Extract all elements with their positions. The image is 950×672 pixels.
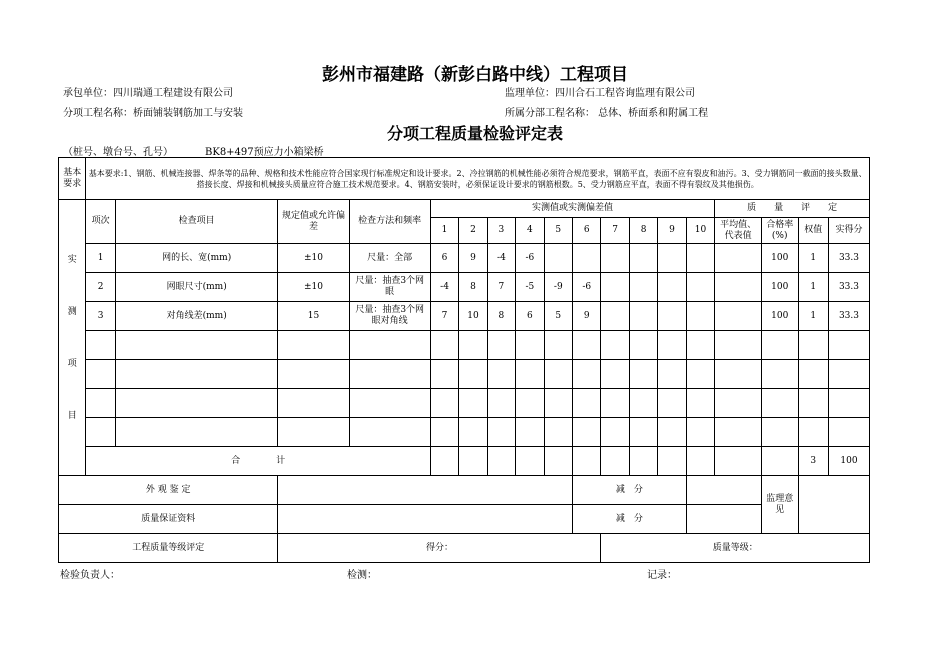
grade-value-label: 质量等级： bbox=[601, 534, 870, 563]
tolerance-header: 规定值或允许偏差 bbox=[278, 200, 349, 244]
division-label: 所属分部工程名称： 总体、桥面系和附属工程 bbox=[505, 108, 709, 119]
measured-header: 实测值或实测偏差值 bbox=[430, 200, 714, 218]
row-val: 9 bbox=[573, 302, 601, 331]
row-val bbox=[658, 302, 686, 331]
row-item: 网的长、宽(mm) bbox=[115, 244, 278, 273]
col-header: 7 bbox=[601, 218, 629, 244]
row-val: -6 bbox=[573, 273, 601, 302]
check-item-header: 检查项目 bbox=[115, 200, 278, 244]
row-no: 1 bbox=[86, 244, 115, 273]
basic-req-text: 基本要求:1、钢筋、机械连接器、焊条等的品种、规格和技术性能应符合国家现行标准规定和设计要求。2、冷拉钢筋的机械性能必须符合规范要求，钢筋平直，表面不应有裂皮和油污。3、受力钢筋同一截面的接头数量、搭接长度、焊接和机械接头质量应符合施工技术规范要求。4、钢筋安装时，必须保证设计要求的钢筋根数。5、受力钢筋应平直，表面不得有裂纹及其他损伤。 bbox=[86, 158, 870, 200]
row-method: 尺量：抽查3个网眼对角线 bbox=[349, 302, 430, 331]
row-no: 2 bbox=[86, 273, 115, 302]
row-val bbox=[629, 302, 657, 331]
supervisor-opinion-label: 监理意见 bbox=[761, 476, 798, 534]
project-title: 彭州市福建路（新彭白路中线）工程项目 bbox=[322, 65, 628, 85]
side-char: 测 bbox=[67, 306, 77, 317]
row-val bbox=[601, 302, 629, 331]
appearance-label: 外 观 鉴 定 bbox=[59, 476, 278, 505]
score-header: 实得分 bbox=[828, 218, 869, 244]
row-val: 6 bbox=[516, 302, 544, 331]
row-score: 33.3 bbox=[828, 273, 869, 302]
pile-value: BK8+497预应力小箱梁桥 bbox=[205, 147, 324, 158]
row-val: -4 bbox=[487, 244, 515, 273]
grade-label: 工程质量等级评定 bbox=[59, 534, 278, 563]
row-val: -5 bbox=[516, 273, 544, 302]
weight-header: 权值 bbox=[798, 218, 828, 244]
deduct-label: 减 分 bbox=[573, 476, 687, 505]
row-rate: 100 bbox=[761, 302, 798, 331]
avg-header: 平均值、代表值 bbox=[715, 218, 762, 244]
row-val bbox=[544, 244, 572, 273]
row-weight: 1 bbox=[798, 244, 828, 273]
col-header: 1 bbox=[430, 218, 458, 244]
quality-doc-value bbox=[278, 505, 573, 534]
row-val bbox=[573, 244, 601, 273]
row-val: 8 bbox=[487, 302, 515, 331]
row-val: -4 bbox=[430, 273, 458, 302]
row-val: 5 bbox=[544, 302, 572, 331]
side-char: 项 bbox=[67, 358, 77, 369]
row-weight: 1 bbox=[798, 302, 828, 331]
row-tolerance: ±10 bbox=[278, 273, 349, 302]
method-header: 检查方法和频率 bbox=[349, 200, 430, 244]
row-val bbox=[658, 273, 686, 302]
footer-inspector: 检验负责人： bbox=[60, 570, 120, 581]
row-val: 9 bbox=[459, 244, 487, 273]
row-val bbox=[601, 244, 629, 273]
row-val: -6 bbox=[516, 244, 544, 273]
row-no: 3 bbox=[86, 302, 115, 331]
empty-row bbox=[59, 389, 870, 418]
col-header: 8 bbox=[629, 218, 657, 244]
quality-table bbox=[58, 157, 870, 563]
empty-row bbox=[59, 360, 870, 389]
deduct-value bbox=[686, 505, 761, 534]
supervisor-label: 监理单位：四川合石工程咨询监理有限公司 bbox=[505, 88, 695, 99]
row-avg bbox=[715, 302, 762, 331]
row-rate: 100 bbox=[761, 273, 798, 302]
row-val: 10 bbox=[459, 302, 487, 331]
item-no-header: 项次 bbox=[86, 200, 115, 244]
col-header: 6 bbox=[573, 218, 601, 244]
row-val bbox=[629, 273, 657, 302]
row-val: 7 bbox=[430, 302, 458, 331]
total-row bbox=[59, 447, 870, 476]
row-val bbox=[686, 273, 714, 302]
basic-req-label: 基本要求 bbox=[59, 158, 86, 200]
row-item: 对角线差(mm) bbox=[115, 302, 278, 331]
table-row bbox=[59, 302, 870, 331]
row-val bbox=[686, 244, 714, 273]
footer-checker: 检测： bbox=[347, 570, 377, 581]
col-header: 4 bbox=[516, 218, 544, 244]
col-header: 3 bbox=[487, 218, 515, 244]
row-weight: 1 bbox=[798, 273, 828, 302]
contractor-label: 承包单位：四川瑞通工程建设有限公司 bbox=[63, 88, 233, 99]
subproject-label: 分项工程名称：桥面铺装钢筋加工与安装 bbox=[63, 108, 243, 119]
row-tolerance: ±10 bbox=[278, 244, 349, 273]
deduct-label: 减 分 bbox=[573, 505, 687, 534]
table-row bbox=[59, 244, 870, 273]
col-header: 2 bbox=[459, 218, 487, 244]
col-header: 10 bbox=[686, 218, 714, 244]
row-avg bbox=[715, 273, 762, 302]
quality-doc-label: 质量保证资料 bbox=[59, 505, 278, 534]
total-score: 100 bbox=[828, 447, 869, 476]
row-val: 8 bbox=[459, 273, 487, 302]
supervisor-opinion-value bbox=[798, 476, 870, 534]
pass-rate-header: 合格率(%) bbox=[761, 218, 798, 244]
side-char: 目 bbox=[67, 410, 77, 421]
footer-recorder: 记录： bbox=[647, 570, 677, 581]
score-label: 得分： bbox=[278, 534, 601, 563]
row-avg bbox=[715, 244, 762, 273]
row-tolerance: 15 bbox=[278, 302, 349, 331]
side-char: 实 bbox=[67, 254, 77, 265]
row-method: 尺量：全部 bbox=[349, 244, 430, 273]
row-method: 尺量：抽查3个网眼 bbox=[349, 273, 430, 302]
empty-row bbox=[59, 418, 870, 447]
col-header: 5 bbox=[544, 218, 572, 244]
row-val bbox=[686, 302, 714, 331]
row-val: -9 bbox=[544, 273, 572, 302]
row-score: 33.3 bbox=[828, 302, 869, 331]
col-header: 9 bbox=[658, 218, 686, 244]
table-row bbox=[59, 273, 870, 302]
row-score: 33.3 bbox=[828, 244, 869, 273]
quality-header: 质 量 评 定 bbox=[715, 200, 870, 218]
total-weight: 3 bbox=[798, 447, 828, 476]
row-val bbox=[601, 273, 629, 302]
row-val: 7 bbox=[487, 273, 515, 302]
row-val bbox=[629, 244, 657, 273]
empty-row bbox=[59, 331, 870, 360]
total-label: 合 计 bbox=[86, 447, 430, 476]
pile-label: （桩号、墩台号、孔号） bbox=[63, 147, 173, 158]
form-title: 分项工程质量检验评定表 bbox=[386, 124, 563, 143]
row-item: 网眼尺寸(mm) bbox=[115, 273, 278, 302]
row-val: 6 bbox=[430, 244, 458, 273]
deduct-value bbox=[686, 476, 761, 505]
row-val bbox=[658, 244, 686, 273]
row-rate: 100 bbox=[761, 244, 798, 273]
side-label bbox=[59, 200, 86, 476]
appearance-value bbox=[278, 476, 573, 505]
